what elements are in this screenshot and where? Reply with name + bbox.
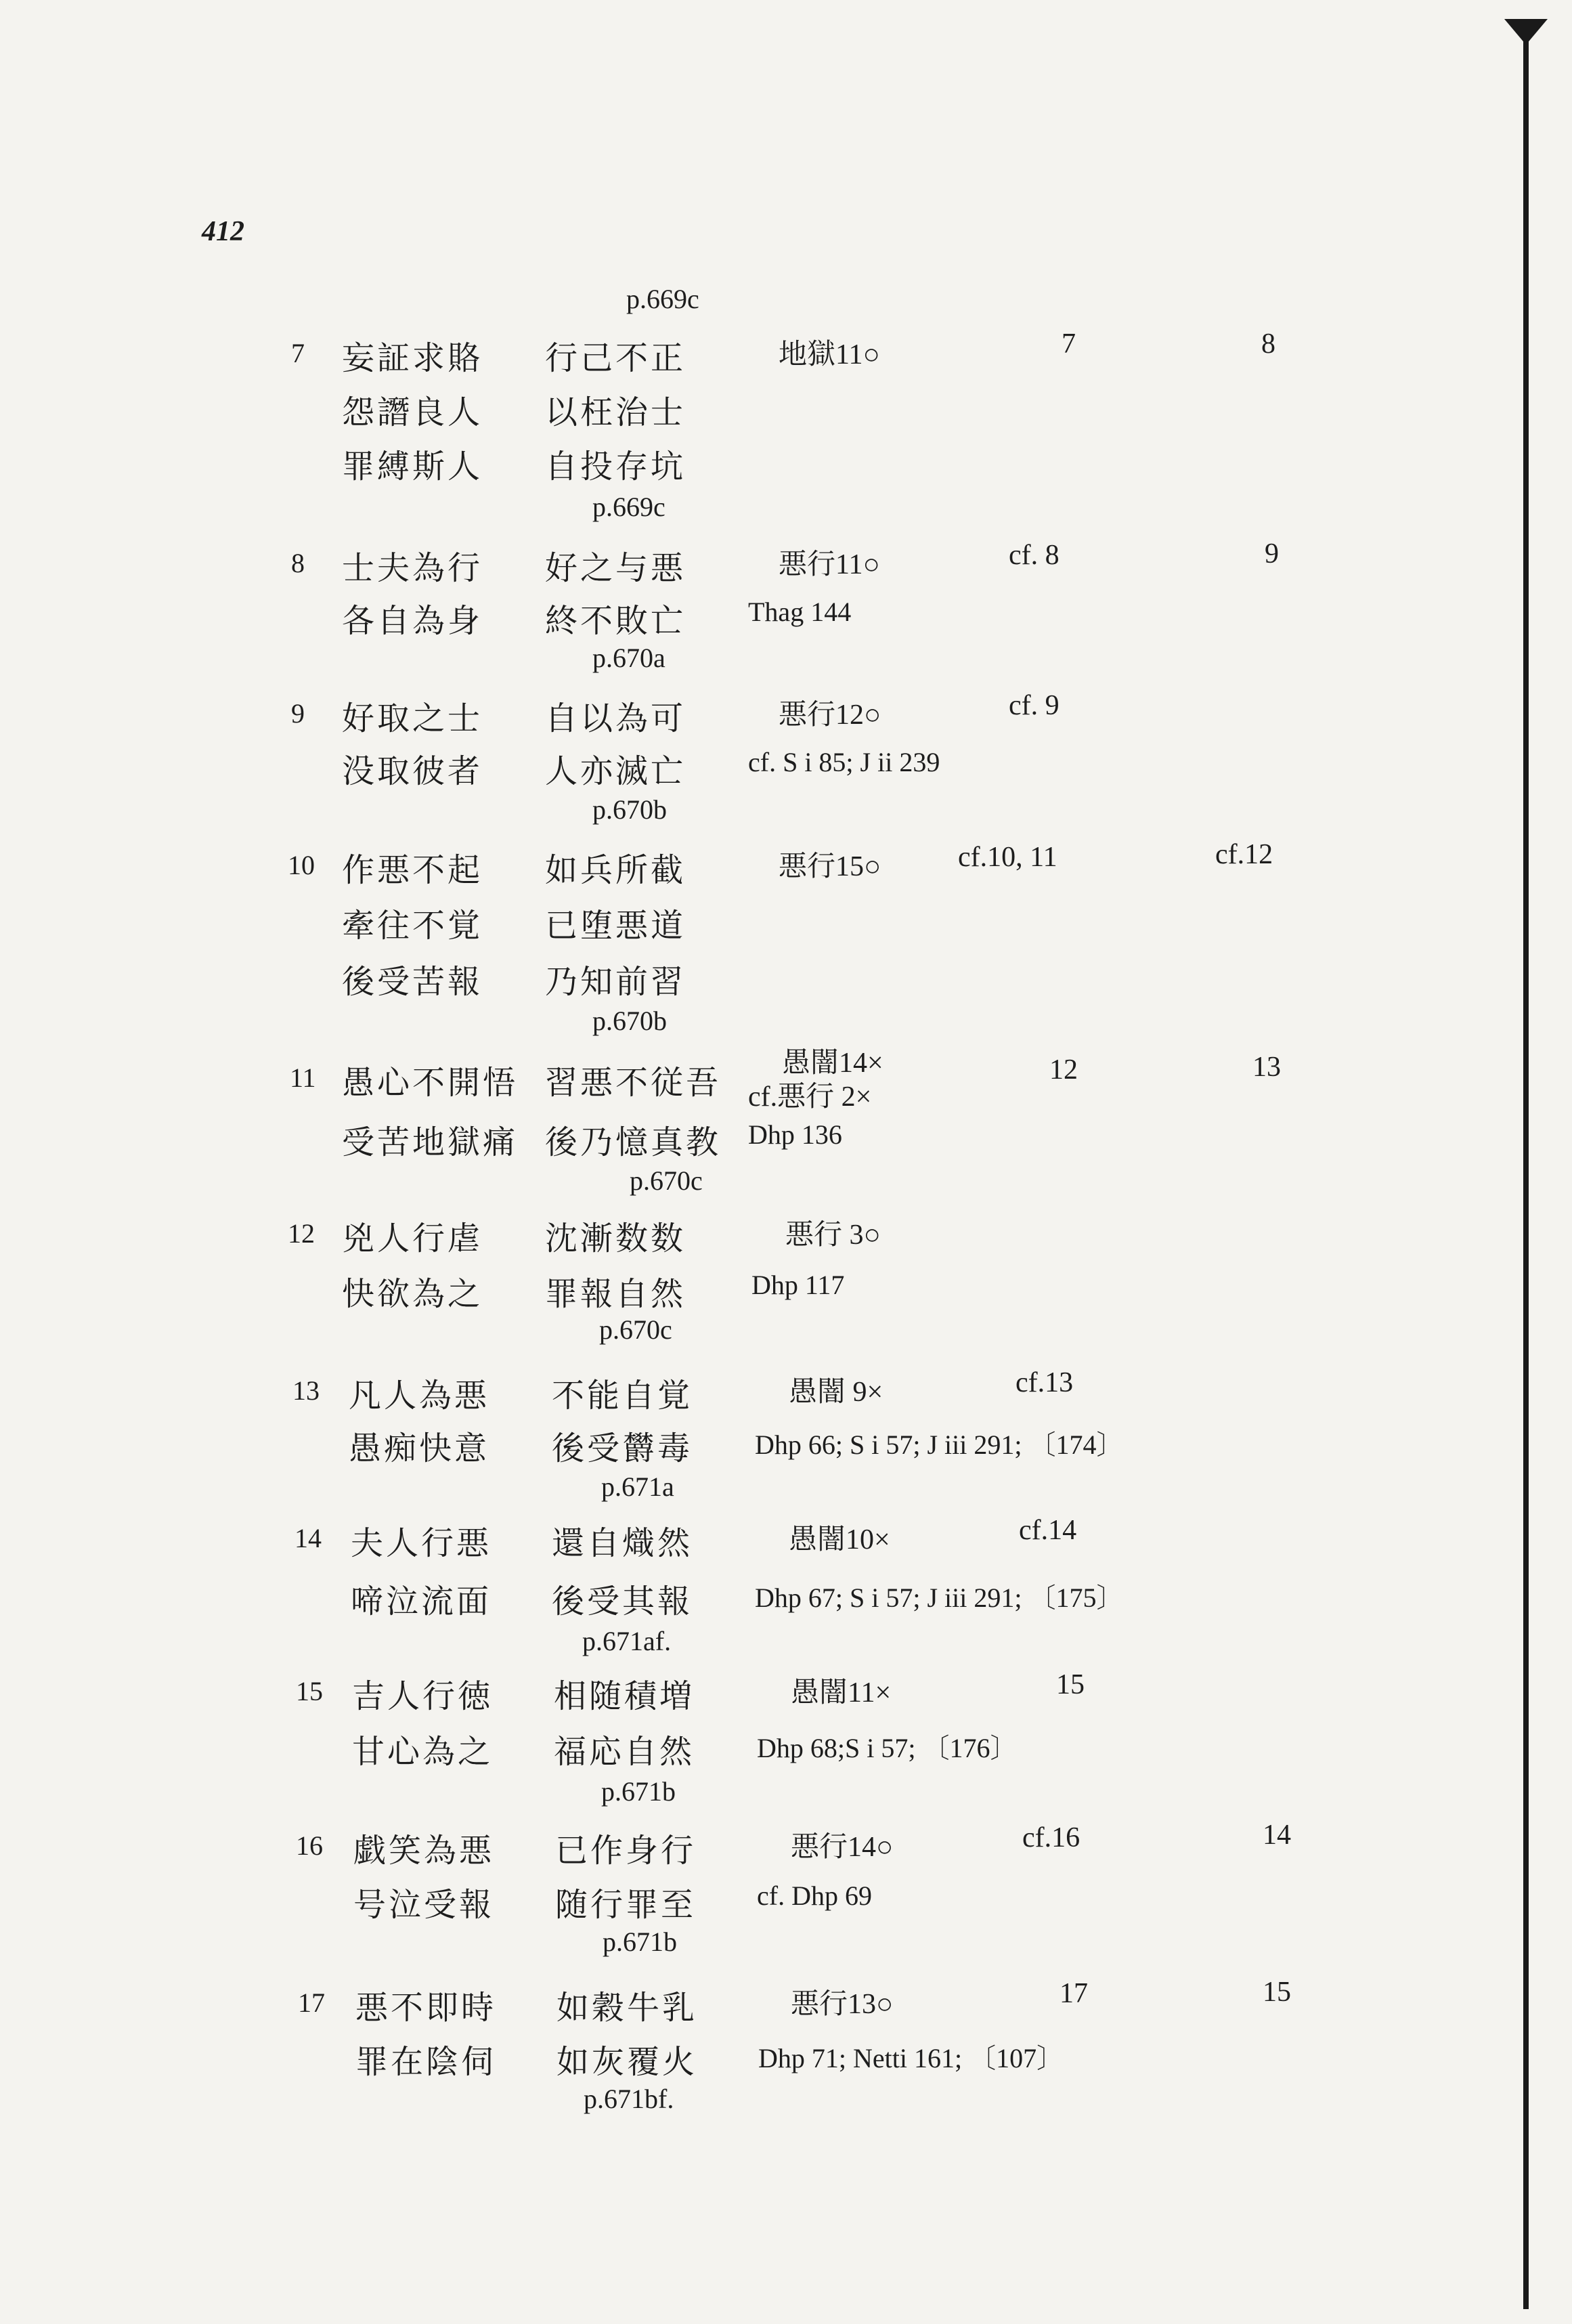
verse-line: 作悪不起 (342, 851, 483, 889)
verse-line: 没取彼者 (342, 752, 483, 790)
cross-ref: 愚闇14× (782, 1048, 883, 1079)
entry-number: 12 (288, 1218, 315, 1249)
entry-number: 9 (291, 698, 305, 729)
page-ref: p.670c (630, 1165, 703, 1196)
page-ref: p.670c (599, 1314, 672, 1345)
verse-line: 不能自覚 (552, 1377, 693, 1415)
cross-ref: 悪行13○ (791, 1989, 894, 2020)
verse-line: 還自熾然 (552, 1524, 693, 1562)
cross-ref: Dhp 136 (748, 1119, 842, 1150)
verse-line: 後乃憶真教 (545, 1123, 722, 1161)
verse-line: 自投存坑 (545, 448, 686, 486)
verse-line: 已堕悪道 (545, 907, 686, 945)
cross-ref: Dhp 71; Netti 161; 〔107〕 (758, 2043, 1064, 2073)
verse-line: 福応自然 (554, 1733, 695, 1771)
verse-line: 啼泣流面 (351, 1583, 492, 1620)
verse-line: 快欲為之 (342, 1275, 483, 1313)
entry-number: 11 (290, 1062, 316, 1093)
verse-line: 好之与悪 (545, 549, 686, 587)
cross-ref: 地獄11○ (779, 339, 880, 370)
page-ref: p.671b (603, 1927, 677, 1957)
verse-line: 自以為可 (545, 700, 686, 737)
entry-number: 8 (291, 548, 305, 578)
verse-line: 相随積増 (554, 1677, 695, 1715)
parallel-ref-2: 14 (1263, 1820, 1291, 1851)
page-ref: p.670b (592, 794, 667, 825)
parallel-ref: cf.10, 11 (958, 842, 1057, 873)
page-ref: p.670b (592, 1006, 667, 1036)
verse-line: 牽往不覚 (342, 907, 483, 945)
verse-line: 妄証求賂 (342, 339, 483, 377)
verse-line: 罪在陰伺 (355, 2043, 497, 2081)
parallel-ref: cf. 8 (1009, 540, 1060, 571)
entry-number: 10 (288, 850, 315, 880)
cross-ref: cf. Dhp 69 (757, 1880, 872, 1911)
verse-line: 乃知前習 (545, 963, 686, 1001)
page-ref: p.671af. (582, 1626, 672, 1656)
verse-line: 如兵所截 (545, 851, 686, 889)
verse-line: 後受欝毒 (552, 1429, 693, 1467)
cross-ref: 悪行12○ (779, 700, 881, 731)
page-ref: p.670a (592, 643, 665, 673)
cross-ref: 愚闇 9× (789, 1377, 883, 1408)
parallel-ref-2: 15 (1263, 1977, 1291, 2008)
verse-line: 罪報自然 (545, 1275, 686, 1313)
entry-number: 14 (294, 1523, 322, 1553)
verse-line: 後受苦報 (342, 963, 483, 1001)
parallel-ref-2: 8 (1261, 328, 1275, 360)
parallel-ref: 15 (1056, 1669, 1085, 1700)
verse-line: 愚心不開悟 (342, 1064, 519, 1102)
parallel-ref: cf. 9 (1009, 690, 1060, 721)
cross-ref: 悪行14○ (791, 1832, 894, 1863)
verse-line: 如灰覆火 (556, 2043, 698, 2081)
cross-ref: 愚闇10× (789, 1524, 890, 1555)
cross-ref: Dhp 67; S i 57; J iii 291; 〔175〕 (755, 1583, 1124, 1613)
margin-rule (1523, 27, 1529, 2309)
cross-ref: 悪行15○ (779, 851, 881, 882)
cross-ref: 悪行 3○ (785, 1220, 881, 1251)
verse-line: 終不敗亡 (545, 602, 686, 640)
cross-ref: Dhp 68;S i 57; 〔176〕 (757, 1733, 1018, 1763)
page-ref: p.671b (601, 1776, 676, 1807)
verse-line: 士夫為行 (342, 549, 483, 587)
cross-ref: Dhp 117 (751, 1270, 845, 1300)
verse-line: 愚痴快意 (349, 1429, 490, 1467)
verse-line: 後受其報 (552, 1583, 693, 1620)
parallel-ref: 17 (1060, 1978, 1088, 2009)
parallel-ref: cf.13 (1016, 1367, 1074, 1398)
page-ref: p.671bf. (584, 2084, 674, 2114)
cross-ref: Dhp 66; S i 57; J iii 291; 〔174〕 (755, 1429, 1124, 1460)
verse-line: 兇人行虐 (342, 1220, 483, 1257)
verse-line: 凡人為悪 (349, 1377, 490, 1415)
cross-ref: cf. S i 85; J ii 239 (748, 747, 940, 777)
parallel-ref: cf.16 (1022, 1822, 1080, 1853)
header-page-ref: p.669c (626, 284, 699, 314)
verse-line: 夫人行悪 (351, 1524, 492, 1562)
verse-line: 号泣受報 (353, 1886, 495, 1924)
cross-ref: 愚闇11× (791, 1677, 892, 1708)
verse-line: 好取之士 (342, 700, 483, 737)
verse-line: 已作身行 (555, 1832, 697, 1870)
entry-number: 13 (292, 1375, 320, 1406)
verse-line: 受苦地獄痛 (342, 1123, 519, 1161)
verse-line: 以枉治士 (545, 393, 686, 431)
verse-line: 如穀牛乳 (556, 1989, 698, 2027)
page-ref: p.671a (601, 1471, 674, 1502)
page-number: 412 (202, 216, 244, 247)
entry-number: 16 (296, 1830, 323, 1861)
cross-ref: cf.悪行 2× (748, 1081, 872, 1113)
verse-line: 各自為身 (342, 602, 483, 640)
parallel-ref: cf.14 (1019, 1515, 1077, 1546)
parallel-ref-2: cf.12 (1215, 839, 1273, 870)
verse-line: 戯笑為悪 (353, 1832, 495, 1870)
parallel-ref: 7 (1062, 328, 1076, 360)
entry-number: 7 (291, 338, 305, 368)
verse-line: 罪縛斯人 (342, 448, 483, 486)
verse-line: 吉人行徳 (352, 1677, 494, 1715)
entry-number: 15 (296, 1676, 323, 1706)
parallel-ref-2: 13 (1252, 1052, 1281, 1083)
verse-line: 人亦滅亡 (545, 752, 686, 790)
verse-line: 随行罪至 (555, 1886, 697, 1924)
cross-ref: Thag 144 (748, 597, 852, 627)
verse-line: 甘心為之 (352, 1733, 494, 1771)
page-ref: p.669c (592, 492, 665, 522)
verse-line: 習悪不従吾 (545, 1064, 722, 1102)
cross-ref: 悪行11○ (779, 549, 880, 580)
parallel-ref: 12 (1049, 1054, 1078, 1085)
verse-line: 悪不即時 (355, 1989, 497, 2027)
verse-line: 沈漸数数 (545, 1220, 686, 1257)
parallel-ref-2: 9 (1265, 538, 1279, 569)
verse-line: 怨譖良人 (342, 393, 483, 431)
verse-line: 行己不正 (545, 339, 686, 377)
entry-number: 17 (298, 1987, 325, 2018)
